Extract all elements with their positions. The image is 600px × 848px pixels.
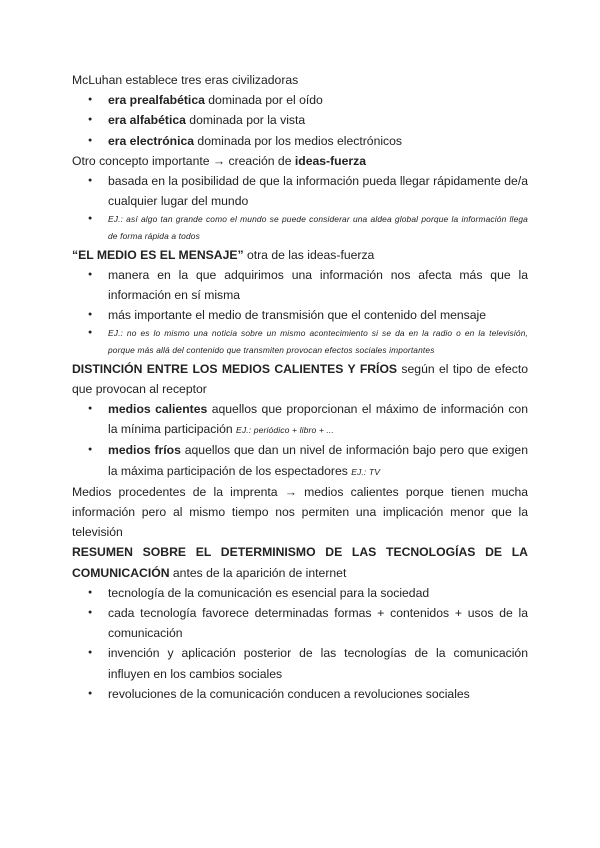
ideas-fuerza-term: ideas-fuerza (294, 153, 366, 168)
list-item: ● tecnología de la comunicación es esencial para la sociedad (72, 583, 528, 603)
era-description: dominada por la vista (185, 113, 306, 128)
inline-example: EJ.: periódico + libro + ... (236, 425, 334, 436)
era-term: era electrónica (108, 133, 195, 148)
eras-list (72, 90, 528, 151)
imprenta-paragraph: Medios procedentes de la imprenta → medios calientes porque tienen mucha información pero al mismo tiempo nos permiten una implicación menor que la televisión (72, 484, 528, 540)
example-item: ● EJ.: no es lo mismo una noticia sobre un mismo acontecimiento si se da en la radio o en la televisión, porque más allá del contenido que transmiten provocan efectos sociales importantes (72, 325, 528, 358)
ideas-list (72, 171, 528, 245)
example-item: ● EJ.: así algo tan grande como el mundo se puede considerar una aldea global porque la información llega de forma rápida a todos (72, 211, 528, 244)
list-item: ● medios fríos aquellos que dan un nivel de información bajo pero que exigen la máxima participación de los espectadores EJ.: TV (72, 440, 528, 481)
era-term: era prealfabética (108, 93, 205, 108)
era-description: dominada por los medios electrónicos (194, 133, 403, 148)
medios-frios-term: medios fríos (108, 443, 181, 458)
resumen-heading: RESUMEN SOBRE EL DETERMINISMO DE LAS TECNOLOGÍAS DE LA COMUNICACIÓN antes de la aparición de internet (72, 545, 528, 580)
list-item: ● basada en la posibilidad de que la información pueda llegar rápidamente de/a cualquier lugar del mundo (72, 171, 528, 211)
list-item: ● revoluciones de la comunicación conducen a revoluciones sociales (72, 684, 528, 704)
medios-calientes-term: medios calientes (108, 402, 208, 417)
resumen-list (72, 583, 528, 704)
list-item: ● más importante el medio de transmisión que el contenido del mensaje (72, 305, 528, 325)
medio-list (72, 265, 528, 359)
list-item: ● manera en la que adquirimos una información nos afecta más que la información en sí misma (72, 265, 528, 305)
list-item: ● medios calientes aquellos que proporcionan el máximo de información con la mínima participación EJ.: periódico + libro + ... (72, 399, 528, 440)
intro-line: McLuhan establece tres eras civilizadoras (72, 73, 299, 87)
inline-example: EJ.: TV (351, 466, 381, 477)
list-item (72, 110, 528, 130)
list-item: ● cada tecnología favorece determinadas formas + contenidos + usos de la comunicación (72, 603, 528, 643)
medio-mensaje-heading: “EL MEDIO ES EL MENSAJE” otra de las ideas-fuerza (72, 247, 375, 262)
list-item (72, 131, 528, 151)
era-term: era alfabética (108, 113, 186, 128)
medios-list (72, 399, 528, 482)
era-description: dominada por el oído (204, 93, 323, 108)
ideas-fuerza-heading: Otro concepto importante → creación de ideas-fuerza (72, 153, 366, 168)
list-item: ● invención y aplicación posterior de las tecnologías de la comunicación influyen en los cambios sociales (72, 643, 528, 683)
distincion-heading: DISTINCIÓN ENTRE LOS MEDIOS CALIENTES Y FRÍOS según el tipo de efecto que provocan al receptor (72, 361, 528, 396)
list-item (72, 90, 528, 110)
